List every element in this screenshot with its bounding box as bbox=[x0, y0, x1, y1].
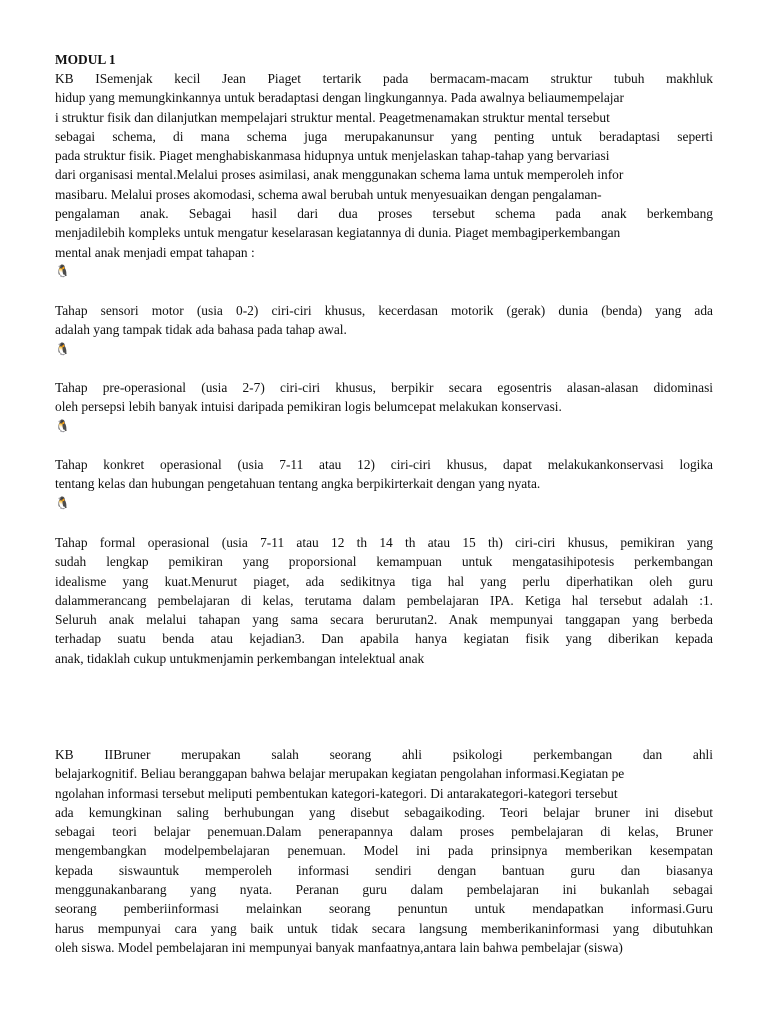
text-line: Tahap konkret operasional (usia 7-11 atau 12) ciri-ciri khusus, dapat melakukankonservasi logika bbox=[55, 457, 713, 472]
text-line: tentang kelas dan hubungan pengetahuan tentang angka berpikirterkait dengan yang nyata. bbox=[55, 476, 541, 492]
text-line: harus mempunyai cara yang baik untuk tidak secara langsung memberikaninformasi yang dibutuhkan bbox=[55, 920, 713, 936]
text-line: sudah lengkap pemikiran yang proporsional kemampuan untuk mengatasihipotesis perkembangan bbox=[55, 554, 713, 570]
text-line: Seluruh anak melalui tahapan yang sama secara berurutan2. Anak mempunyai tanggapan yang berbeda bbox=[55, 612, 713, 628]
text-line: pada struktur fisik. Piaget menghabiskanmasa hidupnya untuk menjelaskan tahap-tahap yang bervariasi bbox=[55, 148, 610, 164]
text-line: menjadilebih kompleks untuk mengatur keselarasan kegiatannya di dunia. Piaget membagiperkembangan bbox=[55, 225, 621, 241]
text-line: mengembangkan modelpembelajaran penemuan. Model ini pada prinsipnya memberikan kesempatan bbox=[55, 843, 713, 859]
text-line: belajarkognitif. Beliau beranggapan bahwa belajar merupakan kegiatan pengolahan informasi.Kegiatan pe bbox=[55, 766, 625, 782]
text-line: masibaru. Melalui proses akomodasi, schema awal berubah untuk menyesuaikan dengan pengalaman- bbox=[55, 186, 602, 202]
text-line: ngolahan informasi tersebut meliputi pembentukan kategori-kategori. Di antarakategori-kategori tersebut bbox=[55, 785, 618, 801]
text-line: KB ISemenjak kecil Jean Piaget tertarik pada bermacam-macam struktur tubuh makhluk bbox=[55, 71, 713, 86]
text-line: terhadap suatu benda atau kejadian3. Dan apabila hanya kegiatan fisik yang diberikan kepada bbox=[55, 631, 713, 647]
penguin-bullet-icon: 🐧 bbox=[55, 341, 70, 356]
text-line: dalammerancang pembelajaran di kelas, terutama dalam pembelajaran IPA. Ketiga hal tersebut adalah :1. bbox=[55, 592, 713, 608]
kb2-paragraph bbox=[55, 745, 713, 957]
text-line: Tahap pre-operasional (usia 2-7) ciri-ciri khusus, berpikir secara egosentris alasan-alasan didominasi bbox=[55, 380, 713, 395]
text-line: Tahap formal operasional (usia 7-11 atau 12 th 14 th atau 15 th) ciri-ciri khusus, pemikiran yang bbox=[55, 535, 713, 550]
text-line: anak, tidaklah cukup untukmenjamin perkembangan intelektual anak bbox=[55, 650, 425, 666]
kb1-intro-paragraph bbox=[55, 69, 713, 281]
stage-pre-operasional bbox=[55, 378, 713, 436]
text-line: mental anak menjadi empat tahapan : bbox=[55, 244, 255, 260]
text-line: pengalaman anak. Sebagai hasil dari dua proses tersebut schema pada anak berkembang bbox=[55, 206, 713, 222]
text-line: oleh persepsi lebih banyak intuisi daripada pemikiran logis belumcepat melakukan konservasi. bbox=[55, 399, 562, 415]
title-block bbox=[55, 50, 713, 69]
text-line: seorang pemberiinformasi melainkan seorang penuntun untuk mendapatkan informasi.Guru bbox=[55, 901, 713, 917]
penguin-bullet-icon: 🐧 bbox=[55, 418, 70, 433]
penguin-bullet-icon: 🐧 bbox=[55, 263, 70, 278]
text-line: adalah yang tampak tidak ada bahasa pada tahap awal. bbox=[55, 322, 347, 338]
text-line: sebagai schema, di mana schema juga merupakanunsur yang penting untuk beradaptasi seperti bbox=[55, 128, 713, 144]
stage-formal-operasional bbox=[55, 533, 713, 668]
text-line: sebagai teori belajar penemuan.Dalam penerapannya dalam proses pembelajaran di kelas, Bruner bbox=[55, 824, 713, 840]
text-line: Tahap sensori motor (usia 0-2) ciri-ciri khusus, kecerdasan motorik (gerak) dunia (benda) yang ada bbox=[55, 303, 713, 318]
text-line: menggunakanbarang yang nyata. Peranan guru dalam pembelajaran ini bukanlah sebagai bbox=[55, 882, 713, 898]
text-line: KB IIBruner merupakan salah seorang ahli psikologi perkembangan dan ahli bbox=[55, 747, 713, 762]
penguin-bullet-icon: 🐧 bbox=[55, 495, 70, 510]
text-line: idealisme yang kuat.Menurut piaget, ada sedikitnya tiga hal yang perlu diperhatikan oleh guru bbox=[55, 573, 713, 589]
text-line: ada kemungkinan saling berhubungan yang disebut sebagaikoding. Teori belajar bruner ini disebut bbox=[55, 804, 713, 820]
text-line: oleh siswa. Model pembelajaran ini mempunyai banyak manfaatnya,antara lain bahwa pembelajar (siswa) bbox=[55, 939, 623, 955]
module-title: MODUL 1 bbox=[55, 52, 116, 67]
stage-sensori-motor bbox=[55, 301, 713, 359]
text-line: kepada siswauntuk memperoleh informasi sendiri dengan bantuan guru dan biasanya bbox=[55, 862, 713, 878]
stage-konkret-operasional bbox=[55, 455, 713, 513]
text-line: dari organisasi mental.Melalui proses asimilasi, anak menggunakan schema lama untuk memperoleh infor bbox=[55, 167, 624, 183]
text-line: hidup yang memungkinkannya untuk beradaptasi dengan lingkungannya. Pada awalnya beliaumempelajar bbox=[55, 90, 624, 106]
text-line: i struktur fisik dan dilanjutkan mempelajari struktur mental. Peagetmenamakan struktur mental tersebut bbox=[55, 109, 610, 125]
